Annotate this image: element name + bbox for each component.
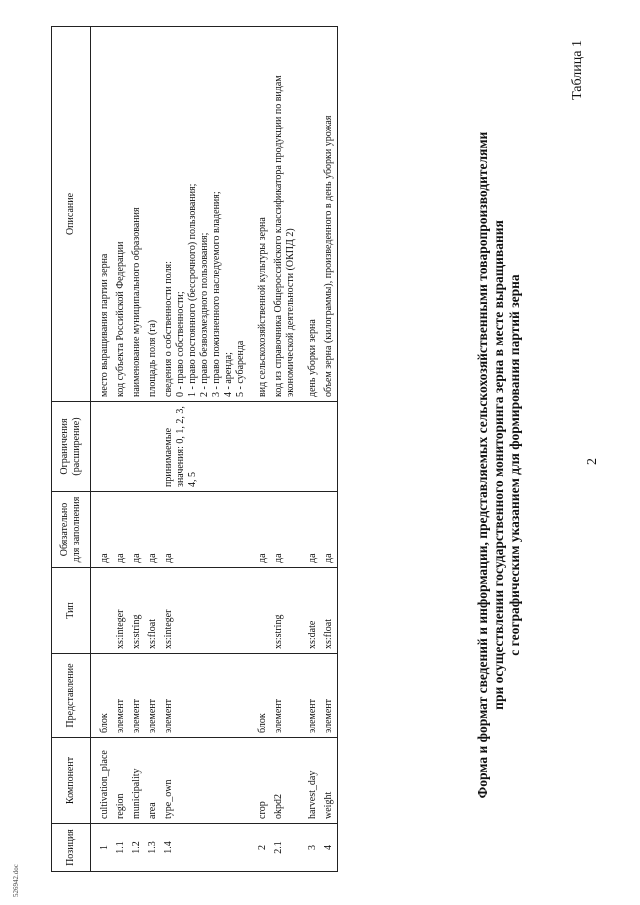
cell-position: 1.1 bbox=[113, 824, 129, 872]
cell-component: crop bbox=[249, 738, 271, 824]
data-table bbox=[51, 26, 338, 872]
description-line: 4 - аренда; bbox=[223, 352, 234, 397]
footer-filename: 526942.doc bbox=[12, 864, 20, 897]
cell-type: xs:integer bbox=[113, 568, 129, 654]
table-label: Таблица 1 bbox=[570, 40, 585, 100]
table-row bbox=[91, 27, 114, 872]
cell-description bbox=[129, 27, 145, 402]
cell-required: да bbox=[91, 492, 114, 568]
cell-component: area bbox=[145, 738, 161, 824]
cell-required: да bbox=[271, 492, 299, 568]
description-line: место выращивания партии зерна bbox=[99, 253, 110, 397]
cell-required: да bbox=[321, 492, 338, 568]
header-type: Тип bbox=[52, 568, 91, 654]
description-line: день уборки зерна bbox=[307, 319, 318, 397]
header-representation: Представление bbox=[52, 654, 91, 738]
title-line: с географическим указанием для формирования партий зерна bbox=[507, 274, 522, 656]
cell-representation: элемент bbox=[271, 654, 299, 738]
cell-component: harvest_day bbox=[299, 738, 321, 824]
table-row bbox=[113, 27, 129, 872]
description-line: код субъекта Российской Федерации bbox=[115, 241, 126, 397]
description-line: 5 - субаренда bbox=[235, 340, 246, 397]
cell-position: 1.4 bbox=[161, 824, 249, 872]
description-line: код из справочника Общероссийского классификатора продукции по видам экономической деятельности (ОКПД 2) bbox=[273, 75, 296, 397]
page-number: 2 bbox=[585, 458, 600, 465]
cell-position: 4 bbox=[321, 824, 338, 872]
cell-required: да bbox=[161, 492, 249, 568]
description-line: площадь поля (га) bbox=[147, 319, 158, 397]
cell-position: 1.3 bbox=[145, 824, 161, 872]
cell-type: xs:string bbox=[271, 568, 299, 654]
cell-position: 1 bbox=[91, 824, 114, 872]
cell-type: xs:string bbox=[129, 568, 145, 654]
description-line: 2 - право безвозмездного пользования; bbox=[199, 232, 210, 397]
cell-component: type_own bbox=[161, 738, 249, 824]
cell-restrictions: принимаемые значения: 0, 1, 2, 3, 4, 5 bbox=[161, 402, 249, 492]
header-restrictions: Ограничения (расширение) bbox=[52, 402, 91, 492]
cell-restrictions bbox=[321, 402, 338, 492]
cell-position: 2 bbox=[249, 824, 271, 872]
description-line: сведения о собственности поля: bbox=[163, 261, 174, 397]
cell-type bbox=[249, 568, 271, 654]
cell-position: 3 bbox=[299, 824, 321, 872]
description-line: 3 - право пожизненного наследуемого владения; bbox=[211, 191, 222, 397]
cell-representation: блок bbox=[91, 654, 114, 738]
cell-required: да bbox=[129, 492, 145, 568]
cell-description bbox=[113, 27, 129, 402]
cell-description bbox=[145, 27, 161, 402]
header-description: Описание bbox=[52, 27, 91, 402]
cell-restrictions bbox=[145, 402, 161, 492]
table-row bbox=[145, 27, 161, 872]
table-header-row bbox=[52, 27, 91, 872]
table-row bbox=[249, 27, 271, 872]
cell-required: да bbox=[299, 492, 321, 568]
title-line: Форма и формат сведений и информации, представляемых сельскохозяйственными товаропроизводителями bbox=[475, 131, 490, 799]
cell-description bbox=[299, 27, 321, 402]
table-body bbox=[91, 27, 338, 872]
cell-required: да bbox=[249, 492, 271, 568]
description-line: наименование муниципального образования bbox=[131, 207, 142, 397]
cell-position: 1.2 bbox=[129, 824, 145, 872]
cell-representation: элемент bbox=[161, 654, 249, 738]
cell-type: xs:float bbox=[145, 568, 161, 654]
cell-restrictions bbox=[129, 402, 145, 492]
header-required: Обязательно для заполнения bbox=[52, 492, 91, 568]
cell-type bbox=[91, 568, 114, 654]
table-row bbox=[321, 27, 338, 872]
table-row bbox=[129, 27, 145, 872]
cell-representation: блок bbox=[249, 654, 271, 738]
cell-type: xs:date bbox=[299, 568, 321, 654]
cell-component: municipality bbox=[129, 738, 145, 824]
cell-required: да bbox=[113, 492, 129, 568]
cell-description bbox=[321, 27, 338, 402]
header-position: Позиция bbox=[52, 824, 91, 872]
description-line: объем зерна (килограммы), произведенного в день уборки урожая bbox=[323, 115, 334, 397]
table-row bbox=[161, 27, 249, 872]
cell-component: weight bbox=[321, 738, 338, 824]
cell-representation: элемент bbox=[113, 654, 129, 738]
title-line: при осуществлении государственного мониторинга зерна в месте выращивания bbox=[491, 220, 506, 710]
cell-description bbox=[161, 27, 249, 402]
cell-component: okpd2 bbox=[271, 738, 299, 824]
document-title bbox=[475, 85, 523, 845]
cell-component: region bbox=[113, 738, 129, 824]
cell-required: да bbox=[145, 492, 161, 568]
description-line: 1 - право постоянного (бессрочного) пользования; bbox=[187, 183, 198, 397]
cell-restrictions bbox=[271, 402, 299, 492]
description-line: вид сельскохозяйственной культуры зерна bbox=[257, 217, 268, 397]
cell-representation: элемент bbox=[299, 654, 321, 738]
cell-component: cultivation_place bbox=[91, 738, 114, 824]
cell-representation: элемент bbox=[145, 654, 161, 738]
table-row bbox=[271, 27, 299, 872]
cell-description bbox=[271, 27, 299, 402]
cell-representation: элемент bbox=[321, 654, 338, 738]
table-row bbox=[299, 27, 321, 872]
cell-type: xs:integer bbox=[161, 568, 249, 654]
cell-description bbox=[91, 27, 114, 402]
cell-position: 2.1 bbox=[271, 824, 299, 872]
cell-restrictions bbox=[91, 402, 114, 492]
cell-description bbox=[249, 27, 271, 402]
cell-type: xs:float bbox=[321, 568, 338, 654]
cell-restrictions bbox=[249, 402, 271, 492]
cell-representation: элемент bbox=[129, 654, 145, 738]
cell-restrictions bbox=[299, 402, 321, 492]
header-component: Компонент bbox=[52, 738, 91, 824]
cell-restrictions bbox=[113, 402, 129, 492]
description-line: 0 - право собственности; bbox=[175, 291, 186, 397]
